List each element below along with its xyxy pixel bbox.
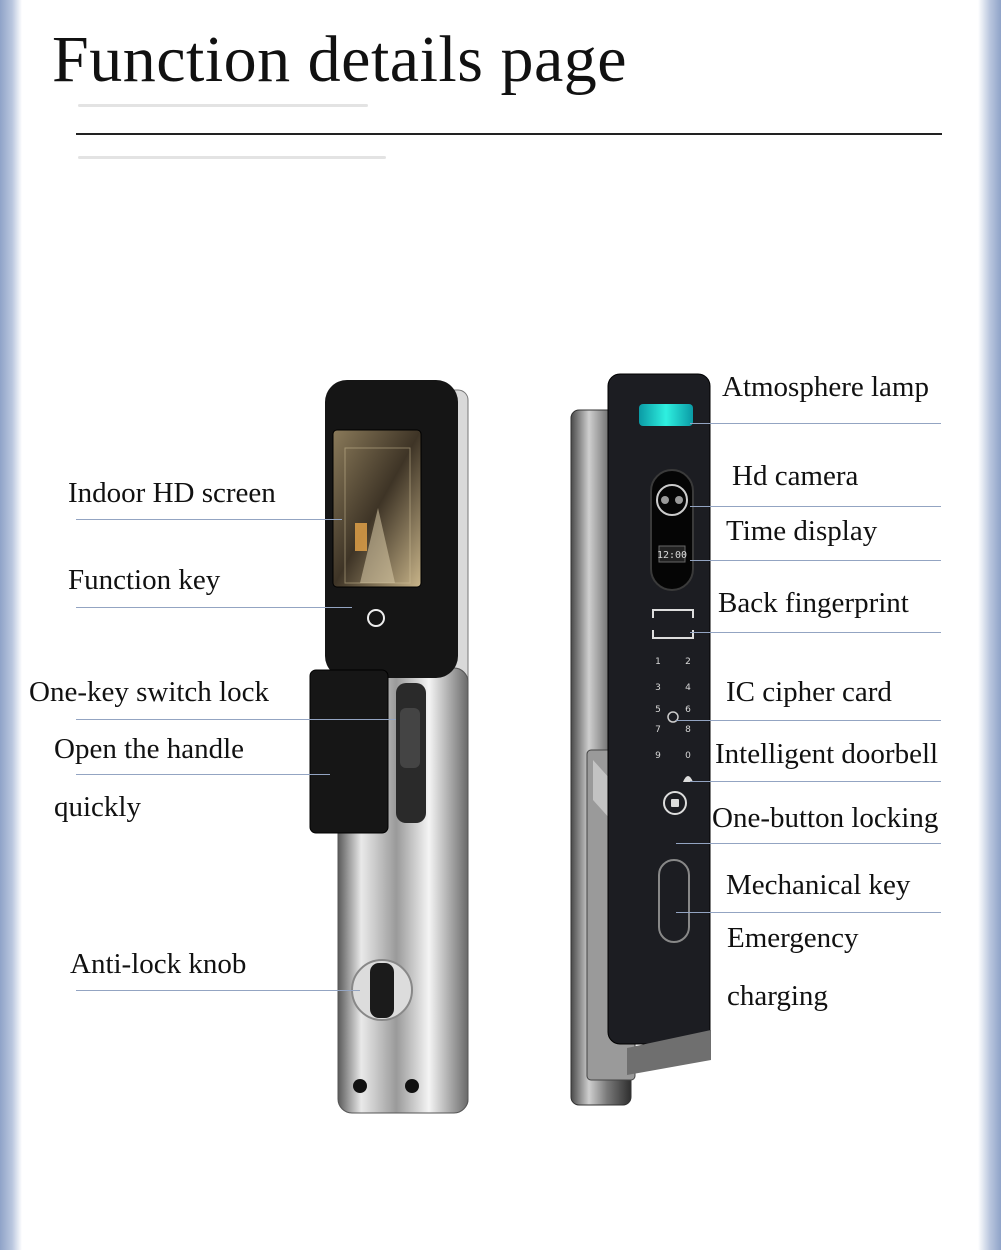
keypad-key: 4 xyxy=(685,683,691,693)
keypad-key: 9 xyxy=(655,751,661,761)
leader-intelligent-doorbell xyxy=(690,781,941,782)
label-intelligent-doorbell: Intelligent doorbell xyxy=(715,738,939,770)
label-open-handle-line2: quickly xyxy=(54,791,141,823)
label-one-key-switch-lock: One-key switch lock xyxy=(29,676,269,708)
leader-open-handle xyxy=(76,774,330,775)
leader-anti-lock-knob xyxy=(76,990,360,991)
leader-function-key xyxy=(76,607,352,608)
indoor-lock-image xyxy=(300,378,480,1123)
leader-hd-camera xyxy=(690,506,941,507)
leader-atmosphere-lamp xyxy=(690,423,941,424)
label-hd-camera: Hd camera xyxy=(732,460,859,492)
keypad-key: 0 xyxy=(685,751,691,761)
indoor-handle xyxy=(310,670,388,833)
leader-indoor-hd-screen xyxy=(76,519,342,520)
keypad-key: 3 xyxy=(655,683,661,693)
faint-subtitle-bar xyxy=(78,104,368,107)
leader-mechanical-key xyxy=(676,912,941,913)
leader-one-key-switch-lock xyxy=(76,719,396,720)
label-anti-lock-knob: Anti-lock knob xyxy=(70,948,247,980)
keypad-key: 2 xyxy=(685,657,691,667)
leader-time-display xyxy=(690,560,941,561)
faint-caption-bar xyxy=(78,156,386,159)
leader-one-button-locking xyxy=(676,843,941,844)
label-emergency-line2: charging xyxy=(727,980,828,1012)
page-title: Function details page xyxy=(52,23,628,96)
label-ic-cipher-card: IC cipher card xyxy=(726,676,892,708)
label-back-fingerprint: Back fingerprint xyxy=(718,587,909,619)
time-display-text: 12:00 xyxy=(656,550,688,561)
outdoor-lock-image xyxy=(563,370,733,1115)
keypad-key: 1 xyxy=(655,657,661,667)
label-open-handle-line1: Open the handle xyxy=(54,733,245,765)
label-emergency-line1: Emergency xyxy=(727,922,859,954)
keypad-key: 7 xyxy=(655,725,661,735)
label-mechanical-key: Mechanical key xyxy=(726,869,911,901)
label-indoor-hd-screen: Indoor HD screen xyxy=(68,477,276,509)
label-time-display: Time display xyxy=(726,515,878,547)
keypad-key: 8 xyxy=(685,725,691,735)
leader-ic-cipher-card xyxy=(676,720,941,721)
keypad-key: 5 xyxy=(655,705,661,715)
label-function-key: Function key xyxy=(68,564,221,596)
camera-pill xyxy=(651,470,693,590)
leader-back-fingerprint xyxy=(690,632,941,633)
title-divider xyxy=(76,133,942,135)
keypad-key: 6 xyxy=(685,705,691,715)
atmosphere-lamp-bar xyxy=(639,404,693,426)
label-atmosphere-lamp: Atmosphere lamp xyxy=(722,371,929,403)
label-one-button-locking: One-button locking xyxy=(712,802,939,834)
